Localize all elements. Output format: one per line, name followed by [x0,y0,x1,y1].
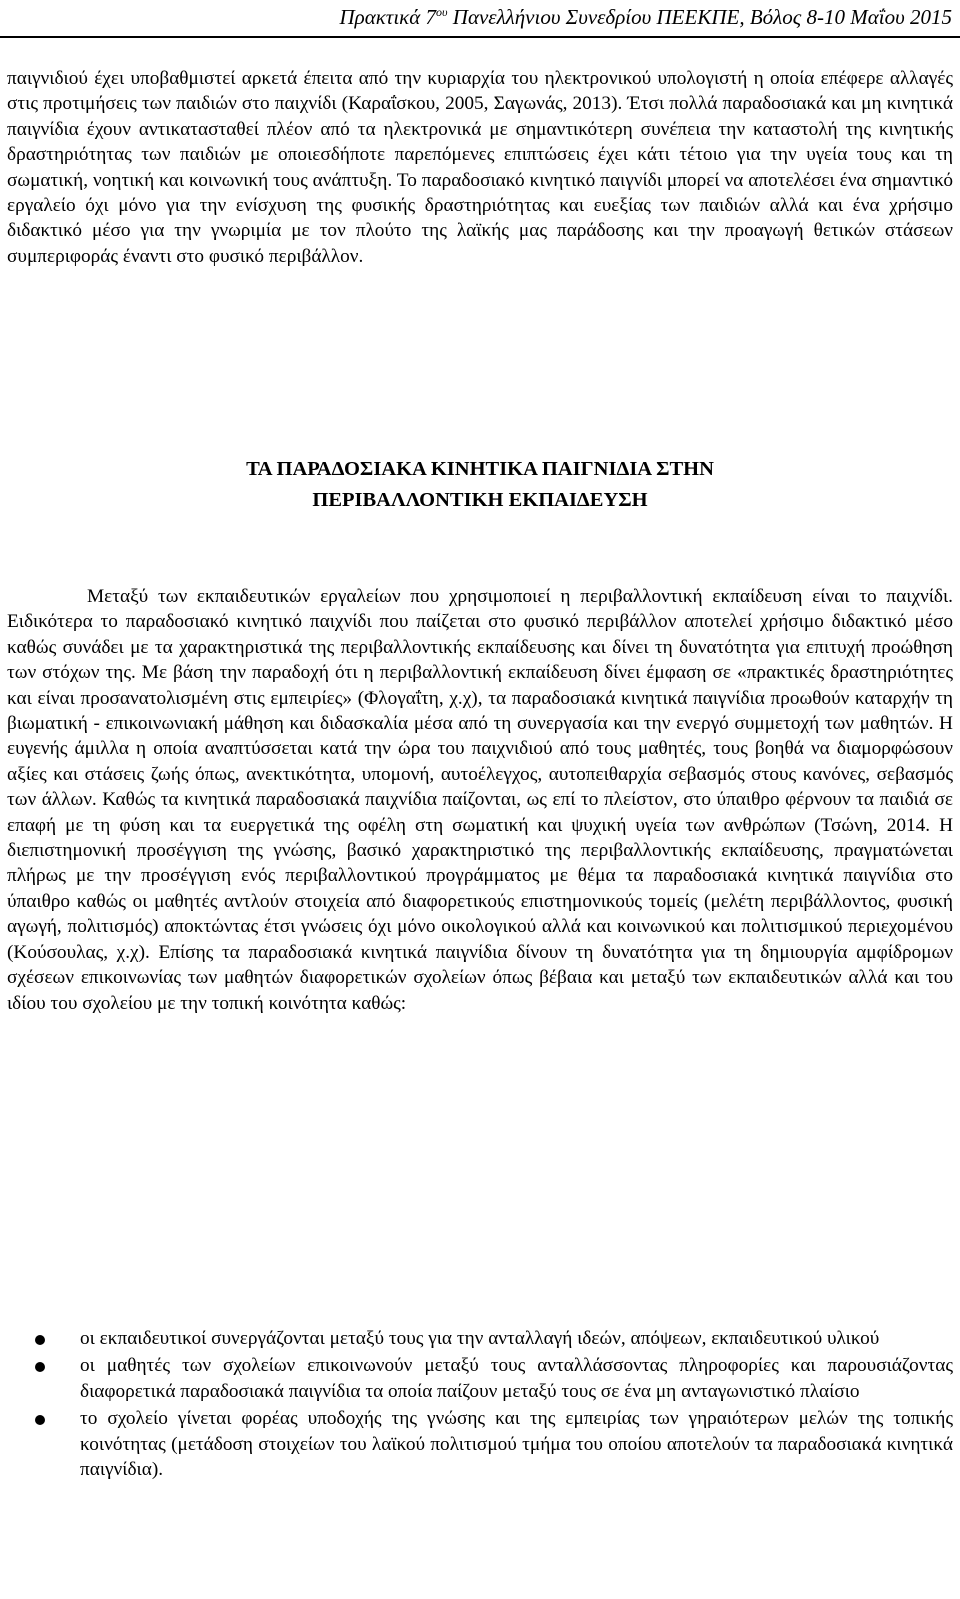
running-header [0,4,952,30]
section-heading-line-2: ΠΕΡΙΒΑΛΛΟΝΤΙΚΗ ΕΚΠΑΙΔΕΥΣΗ [312,489,648,511]
body-paragraph-1: παιγνιδιού έχει υποβαθμιστεί αρκετά έπειτα από την κυριαρχία του ηλεκτρονικού υπολογιστή η οποία επέφερε αλλαγές στις προτιμήσεις των παιδιών στο παιχνίδι (Καραΐσκου, 2005, Σαγωνάς, 2013). Έτσι πολλά παραδοσιακά και μη κινητικά παιγνίδια έχουν αντικατασταθεί πλέον από τα ηλεκτρονικά με σημαντικότερη συνέπεια την καταστολή της κινητικής δραστηριότητας των παιδιών με οποιεσδήποτε παρεπόμενες επιπτώσεις έχει κάτι τέτοιο για την υγεία τους και τη σωματική, νοητική και κοινωνική τους ανάπτυξη. Το παραδοσιακό κινητικό παιγνίδι μπορεί να αποτελέσει ένα σημαντικό εργαλείο όχι μόνο για την ενίσχυση της φυσικής δραστηριότητας και ευεξίας των παιδιών αλλά και ένα χρήσιμο διδακτικό μέσο για την γνωριμία με τον πλούτο της λαϊκής μας παράδοσης και την προαγωγή θετικών στάσεων συμπεριφοράς έναντι στο φυσικό περιβάλλον. [7,68,953,267]
list-item-text: οι μαθητές των σχολείων επικοινωνούν μεταξύ τους ανταλλάσσοντας πληροφορίες και παρουσιάζοντας διαφορετικά παραδοσιακά παιγνίδια τα οποία παίζουν μεταξύ τους σε ένα μη ανταγωνιστικό πλαίσιο [80,1355,953,1402]
header-divider [0,36,960,38]
bullet-dot-icon [35,1415,45,1425]
running-header-suffix: Πανελλήνιου Συνεδρίου ΠΕΕΚΠΕ, Βόλος 8-10 Μαΐου 2015 [447,5,952,29]
section-heading [7,454,953,516]
list-item [7,1353,953,1404]
list-item [7,1326,953,1351]
bullet-dot-icon [35,1362,45,1372]
bullet-dot-icon [35,1335,45,1345]
running-header-superscript: ου [436,5,448,19]
list-item-text: οι εκπαιδευτικοί συνεργάζονται μεταξύ τους για την ανταλλαγή ιδεών, απόψεων, εκπαιδευτικού υλικού [80,1328,880,1349]
running-header-prefix: Πρακτικά 7 [339,5,437,29]
list-item [7,1406,953,1482]
bullet-list [7,1326,953,1484]
section-heading-line-1: ΤΑ ΠΑΡΑΔΟΣΙΑΚΑ ΚΙΝΗΤΙΚΑ ΠΑΙΓΝΙΔΙΑ ΣΤΗΝ [246,458,714,480]
list-item-text: το σχολείο γίνεται φορέας υποδοχής της γνώσης και της εμπειρίας των γηραιότερων μελών της τοπικής κοινότητας (μετάδοση στοιχείων του λαϊκού πολιτισμού τμήμα του οποίου αποτελούν τα παραδοσιακά κινητικά παιγνίδια). [80,1408,953,1481]
body-paragraph-2: Μεταξύ των εκπαιδευτικών εργαλείων που χρησιμοποιεί η περιβαλλοντική εκπαίδευση είναι το παιχνίδι. Ειδικότερα το παραδοσιακό κινητικό παιχνίδι που παίζεται στο φυσικό περιβάλλον αποτελεί χρήσιμο διδακτικό μέσο καθώς συνάδει με τα χαρακτηριστικά της περιβαλλοντικής εκπαίδευσης και δίνει τη δυνατότητα για επιτυχή προώθηση των στόχων της. Με βάση την παραδοχή ότι η περιβαλλοντική εκπαίδευση δίνει έμφαση σε «πρακτικές δραστηριότητες και είναι προσανατολισμένη στις εμπειρίες» (Φλογαΐτη, χ.χ), τα παραδοσιακά κινητικά παιγνίδια προωθούν καταρχήν τη βιωματική - επικοινωνιακή μάθηση και διδασκαλία μέσα από τη συνεργασία και την ενεργό συμμετοχή των μαθητών. Η ευγενής άμιλλα η οποία αναπτύσσεται κατά την ώρα του παιχνιδιού από τους μαθητές, τους βοηθά να διαμορφώσουν αξίες και στάσεις ζωής όπως, ανεκτικότητα, υπομονή, αυτοέλεγχος, αυτοπειθαρχία σεβασμός στους κανόνες, σεβασμός των άλλων. Καθώς τα κινητικά παραδοσιακά παιχνίδια παίζονται, ως επί το πλείστον, στο ύπαιθρο φέρνουν τα παιδιά σε επαφή με τη φύση και τα ευεργετικά της οφέλη στη σωματική και ψυχική υγεία των ανθρώπων (Τσώνη, 2014. Η διεπιστημονική προσέγγιση της γνώσης, βασικό χαρακτηριστικό της περιβαλλοντικής εκπαίδευσης, πραγματώνεται πλήρως με την προσέγγιση ενός περιβαλλοντικού προγράμματος με θέμα τα παραδοσιακά κινητικά παιγνίδια στο ύπαιθρο καθώς οι μαθητές αντλούν στοιχεία από διαφορετικούς επιστημονικούς τομείς (μελέτη περιβάλλοντος, φυσική αγωγή, πολιτισμός) αποκτώντας έτσι γνώσεις όχι μόνο οικολογικού αλλά και κοινωνικού και πολιτισμικού περιεχομένου (Κούσουλας, χ.χ). Επίσης τα παραδοσιακά κινητικά παιγνίδια δίνουν τη δυνατότητα για τη δημιουργία αμφίδρομων σχέσεων επικοινωνίας των μαθητών διαφορετικών σχολείων όπως βέβαια και μεταξύ των εκπαιδευτικών αλλά και του ιδίου του σχολείου με την τοπική κοινότητα καθώς: [7,586,953,1014]
